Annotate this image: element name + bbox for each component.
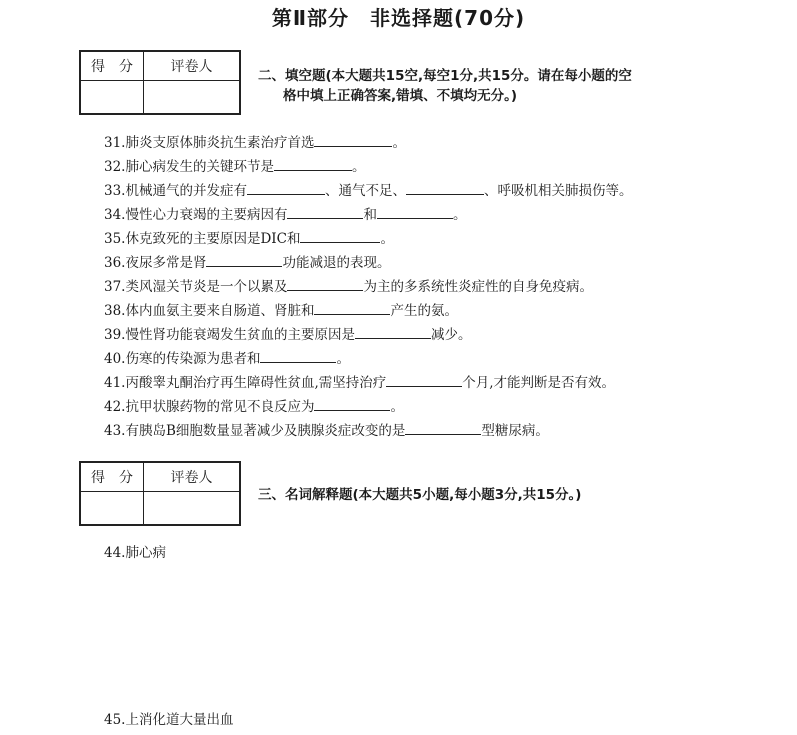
question-38: 38.体内血氨主要来自肠道、肾脏和 产生的氨。	[104, 300, 458, 321]
grader-label: 评卷人	[144, 51, 241, 81]
question-45: 45.上消化道大量出血	[104, 712, 234, 728]
section2-heading	[258, 66, 632, 106]
question-33: 33.机械通气的并发症有 、通气不足、 、呼吸机相关肺损伤等。	[104, 180, 632, 201]
question-34: 34.慢性心力衰竭的主要病因有 和 。	[104, 204, 466, 225]
question-42: 42.抗甲状腺药物的常见不良反应为 。	[104, 396, 404, 417]
question-39: 39.慢性肾功能衰竭发生贫血的主要原因是 减少。	[104, 324, 471, 345]
grader-cell[interactable]	[144, 81, 241, 115]
answer-blank[interactable]	[386, 372, 462, 387]
answer-blank[interactable]	[287, 276, 363, 291]
answer-blank[interactable]	[274, 156, 352, 171]
answer-blank[interactable]	[314, 300, 390, 315]
answer-blank[interactable]	[355, 324, 431, 339]
question-40: 40.伤寒的传染源为患者和 。	[104, 348, 350, 369]
section3-heading: 三、名词解释题(本大题共5小题,每小题3分,共15分。)	[258, 487, 582, 503]
score-cell[interactable]	[80, 81, 144, 115]
question-36: 36.夜尿多常是肾 功能减退的表现。	[104, 252, 390, 273]
answer-blank[interactable]	[406, 180, 484, 195]
answer-blank[interactable]	[247, 180, 325, 195]
score-label: 得 分	[80, 462, 144, 492]
score-label: 得 分	[80, 51, 144, 81]
grader-cell[interactable]	[144, 492, 241, 526]
question-41: 41.丙酸睾丸酮治疗再生障碍性贫血,需坚持治疗 个月,才能判断是否有效。	[104, 372, 615, 393]
score-cell[interactable]	[80, 492, 144, 526]
question-37: 37.类风湿关节炎是一个以累及 为主的多系统性炎症性的自身免疫病。	[104, 276, 593, 297]
answer-blank[interactable]	[405, 420, 481, 435]
answer-blank[interactable]	[300, 228, 380, 243]
answer-blank[interactable]	[314, 396, 390, 411]
question-35: 35.休克致死的主要原因是DIC和 。	[104, 228, 394, 249]
score-table-section3	[79, 461, 241, 526]
grader-label: 评卷人	[144, 462, 241, 492]
question-43: 43.有胰岛B细胞数量显著减少及胰腺炎症改变的是 型糖尿病。	[104, 420, 549, 441]
answer-blank[interactable]	[287, 204, 363, 219]
page-title: 第Ⅱ部分 非选择题(70分)	[271, 6, 526, 30]
score-table-section2	[79, 50, 241, 115]
section2-heading-line1: 二、填空题(本大题共15空,每空1分,共15分。请在每小题的空	[258, 68, 632, 84]
answer-blank[interactable]	[377, 204, 453, 219]
answer-blank[interactable]	[314, 132, 392, 147]
answer-blank[interactable]	[206, 252, 282, 267]
question-31: 31.肺炎支原体肺炎抗生素治疗首选 。	[104, 132, 406, 153]
question-32: 32.肺心病发生的关键环节是 。	[104, 156, 365, 177]
section2-heading-line2: 格中填上正确答案,错填、不填均无分。)	[283, 88, 518, 104]
question-44: 44.肺心病	[104, 545, 166, 561]
answer-blank[interactable]	[260, 348, 336, 363]
